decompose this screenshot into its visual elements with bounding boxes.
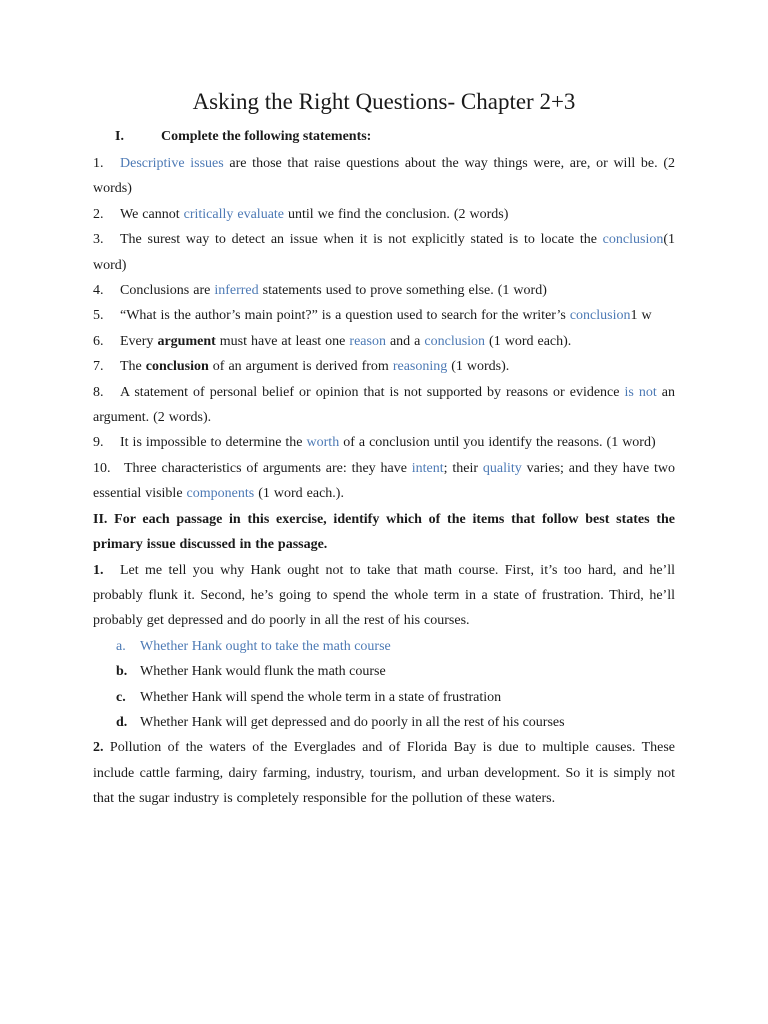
statement-number: 10. xyxy=(93,460,111,476)
statement-item xyxy=(93,430,675,455)
statement-text: The surest way to detect an issue when it is not explicitly stated is to locate the xyxy=(120,232,603,248)
statement-number: 2. xyxy=(93,206,104,222)
statement-text: of a conclusion until you identify the reasons. (1 word) xyxy=(339,435,656,451)
statement-number: 9. xyxy=(93,435,104,451)
statement-text: ; their xyxy=(443,460,483,476)
statement-text: It is impossible to determine the xyxy=(120,435,307,451)
statement-number: 7. xyxy=(93,359,104,375)
answer-text: Descriptive issues xyxy=(120,156,224,171)
answer-text: intent xyxy=(411,460,444,476)
answer-text: worth xyxy=(306,435,340,451)
option-letter: a. xyxy=(116,638,126,654)
statement-text: are those that raise questions about the way things were, are, or will be. (2 words) xyxy=(93,156,675,197)
answer-text: conclusion xyxy=(569,308,631,324)
section-1-heading xyxy=(93,127,675,147)
statement-item xyxy=(93,354,675,379)
option-text: Whether Hank will get depressed and do poorly in all the rest of his courses xyxy=(140,714,565,730)
statement-text: Every xyxy=(120,333,158,349)
option-text: Whether Hank ought to take the math course xyxy=(140,638,391,654)
bold-term: argument xyxy=(157,333,216,349)
statement-text: and a xyxy=(385,333,425,349)
statement-text: 1 w xyxy=(630,308,652,324)
answer-text: conclusion xyxy=(424,333,486,349)
passage-1 xyxy=(93,558,675,634)
statement-item xyxy=(93,151,675,202)
passage-1-number: 1. xyxy=(93,562,104,578)
statement-number: 1. xyxy=(93,156,104,171)
statement-item xyxy=(93,303,675,328)
passage-1-options xyxy=(93,634,675,736)
passage-2-text: Pollution of the waters of the Everglades and of Florida Bay is due to multiple causes. These include cattle farming, dairy farming, industry, tourism, and urban development. So it is simply not that the sugar industry is completely responsible for the pollution of these waters. xyxy=(93,740,676,807)
statement-text: (1 word each). xyxy=(485,333,572,349)
statement-text: (1 word) xyxy=(93,232,675,273)
answer-option-selected xyxy=(93,634,675,659)
statement-text: (1 words). xyxy=(447,359,510,375)
answer-text: reason xyxy=(349,333,386,349)
statement-number: 6. xyxy=(93,333,104,349)
statement-item xyxy=(93,202,675,227)
answer-option xyxy=(93,685,675,710)
statement-text: The xyxy=(120,359,146,375)
answer-text: critically evaluate xyxy=(183,206,285,222)
statement-text: (1 word each.). xyxy=(254,486,344,502)
statement-number: 3. xyxy=(93,232,104,248)
answer-option xyxy=(93,659,675,684)
statement-item xyxy=(93,227,675,278)
answer-text: conclusion xyxy=(602,232,664,248)
statement-number: 8. xyxy=(93,384,104,400)
statement-text: Three characteristics of arguments are: they have xyxy=(124,460,412,476)
statement-item xyxy=(93,278,675,303)
document-body xyxy=(93,151,675,812)
passage-1-text: Let me tell you why Hank ought not to take that math course. First, it’s too hard, and he’ll probably flunk it. Second, he’s going to spend the whole term in a state of frustration. Third, he’ll probably get depressed and do poorly in all the rest of his courses. xyxy=(93,562,675,629)
answer-text: is not xyxy=(624,384,657,400)
option-letter: d. xyxy=(116,714,128,730)
page-title: Asking the Right Questions- Chapter 2+3 xyxy=(192,89,576,114)
bold-term: conclusion xyxy=(145,359,209,375)
answer-text: components xyxy=(186,486,255,502)
statement-list xyxy=(93,151,675,507)
statement-item xyxy=(93,456,675,507)
statement-item xyxy=(93,380,675,431)
statement-text: of an argument is derived from xyxy=(208,359,393,375)
statement-text: We cannot xyxy=(120,206,184,222)
statement-number: 4. xyxy=(93,283,104,299)
option-letter: b. xyxy=(116,664,128,680)
answer-text: inferred xyxy=(214,283,259,299)
statement-item xyxy=(93,329,675,354)
statement-text: Conclusions are xyxy=(120,283,215,299)
passage-2 xyxy=(93,735,675,811)
section-2-heading: II. For each passage in this exercise, identify which of the items that follow best states the primary issue discussed in the passage. xyxy=(93,511,675,553)
statement-text: statements used to prove something else. (1 word) xyxy=(258,283,547,299)
statement-text: until we find the conclusion. (2 words) xyxy=(284,206,509,222)
answer-text: quality xyxy=(482,460,522,476)
option-letter: c. xyxy=(116,689,126,705)
statement-number: 5. xyxy=(93,308,104,324)
statement-text: an argument. (2 words). xyxy=(93,384,675,426)
statement-text: varies; and they have two essential visible xyxy=(93,460,676,502)
section-1-title: Complete the following statements: xyxy=(161,129,372,144)
statement-text: must have at least one xyxy=(215,333,350,349)
statement-text: A statement of personal belief or opinion that is not supported by reasons or evidence xyxy=(120,384,625,400)
passage-2-number: 2. xyxy=(93,740,104,756)
section-1-number: I. xyxy=(115,129,124,144)
answer-text: reasoning xyxy=(392,359,448,375)
option-text: Whether Hank will spend the whole term in a state of frustration xyxy=(140,689,502,705)
option-text: Whether Hank would flunk the math course xyxy=(140,664,386,680)
statement-text: “What is the author’s main point?” is a question used to search for the writer’s xyxy=(120,308,570,324)
answer-option xyxy=(93,710,675,735)
